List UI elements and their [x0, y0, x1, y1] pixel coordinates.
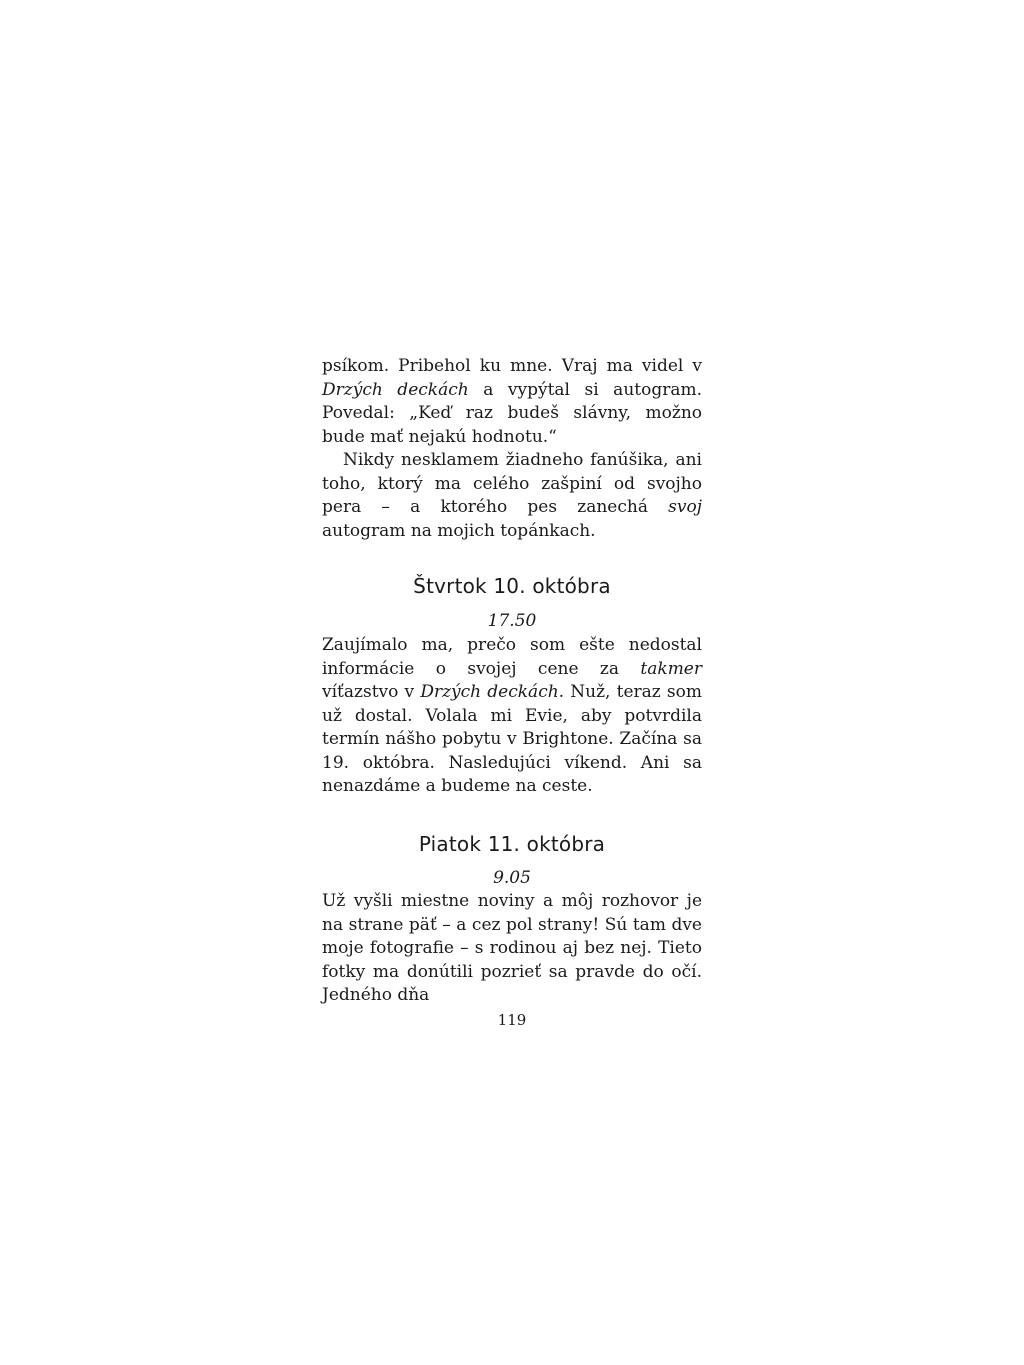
italic-text: Drzých deckách — [322, 379, 469, 400]
paragraph — [322, 634, 702, 799]
italic-text: Drzých deckách — [420, 682, 559, 702]
paragraph — [322, 890, 702, 1008]
diary-date-heading: Piatok 11. októbra — [418, 832, 606, 856]
text-run: a vypýtal si autogram. Povedal: „Keď raz budeš slávny, možno bude mať nejakú hodnotu.“ — [322, 379, 703, 447]
text-run: Už vyšli miestne noviny a môj rozhovor je na strane päť – a cez pol strany! Sú tam dve moje fotografie – s rodinou aj bez nej. Tieto fotky ma donútili pozrieť sa pravde do očí. Jedného dňa — [322, 891, 702, 1005]
text-run: víťazstvo v — [322, 682, 421, 702]
diary-time: 9.05 — [493, 868, 531, 888]
text-run: . Nuž, teraz som už dostal. Volala mi Evie, aby potvrdila termín nášho pobytu v Brightone. Začína sa 19. októbra. Nasledujúci víkend. Ani sa nenazdáme a budeme na ceste. — [322, 682, 702, 796]
diary-time: 17.50 — [487, 611, 537, 631]
italic-text: svoj — [668, 497, 702, 517]
text-block-continuation — [322, 355, 702, 543]
text-run: autogram na mojich topánkach. — [322, 520, 596, 541]
italic-text: takmer — [640, 658, 702, 679]
diary-date-heading: Štvrtok 10. októbra — [413, 574, 611, 598]
text-block-entry-2 — [322, 890, 702, 1008]
text-run: psíkom. Pribehol ku mne. Vraj ma videl v — [322, 356, 702, 376]
page-number: 119 — [497, 1011, 527, 1029]
text-run: Nikdy nesklamem žiadneho fanúšika, ani toho, ktorý ma celého zašpiní od svojho pera – a ktorého pes zanechá — [322, 450, 702, 517]
paragraph — [322, 355, 702, 449]
text-block-entry-1 — [322, 634, 702, 799]
text-run: Zaujímalo ma, prečo som ešte nedostal informácie o svojej cene za — [322, 635, 702, 679]
paragraph — [322, 449, 702, 543]
